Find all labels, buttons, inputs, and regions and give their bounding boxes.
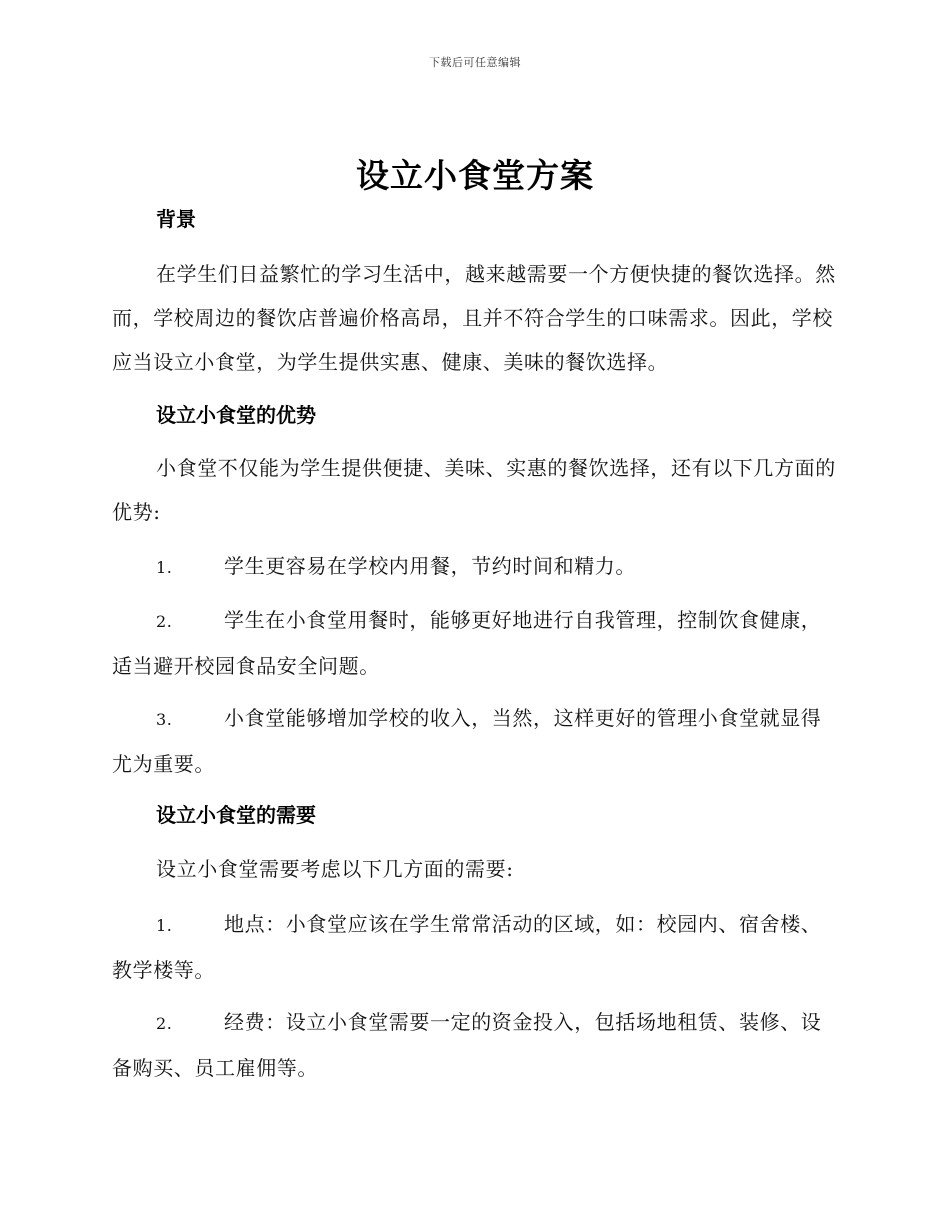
list-item	[112, 544, 836, 590]
list-number: 1.	[156, 558, 173, 577]
advantages-item-2	[112, 598, 836, 688]
advantages-intro: 小食堂不仅能为学生提供便捷、美味、实惠的餐饮选择，还有以下几方面的优势:	[112, 456, 836, 524]
needs-intro: 设立小食堂需要考虑以下几方面的需要:	[156, 857, 514, 881]
section-heading-advantages: 设立小食堂的优势	[156, 403, 316, 427]
needs-intro-block	[112, 847, 836, 891]
section-heading-background: 背景	[156, 207, 196, 231]
list-number: 2.	[156, 1014, 173, 1033]
list-number: 1.	[156, 916, 173, 935]
advantages-intro-block	[112, 446, 836, 534]
list-item-text: 地点：小食堂应该在学生常常活动的区域，如：校园内、宿舍楼、教学楼等。	[112, 912, 822, 982]
list-number: 3.	[156, 710, 173, 729]
needs-item-1	[112, 902, 836, 992]
list-item-text: 经费：设立小食堂需要一定的资金投入，包括场地租赁、装修、设备购买、员工雇佣等。	[112, 1010, 822, 1080]
list-item-text: 小食堂能够增加学校的收入，当然，这样更好的管理小食堂就显得尤为重要。	[112, 706, 822, 776]
background-paragraph-block	[112, 252, 836, 384]
advantages-item-3	[112, 696, 836, 786]
list-item	[112, 1000, 836, 1090]
list-item	[112, 598, 836, 688]
document-title: 设立小食堂方案	[356, 156, 594, 195]
needs-item-2	[112, 1000, 836, 1090]
section-heading-needs: 设立小食堂的需要	[156, 803, 316, 827]
list-number: 2.	[156, 612, 173, 631]
list-item	[112, 696, 836, 786]
advantages-item-1	[112, 544, 836, 590]
background-paragraph: 在学生们日益繁忙的学习生活中，越来越需要一个方便快捷的餐饮选择。然而，学校周边的餐饮店普遍价格高昂，且并不符合学生的口味需求。因此，学校应当设立小食堂，为学生提供实惠、健康、美味的餐饮选择。	[112, 262, 836, 374]
list-item-text: 学生更容易在学校内用餐，节约时间和精力。	[224, 554, 636, 578]
list-item-text: 学生在小食堂用餐时，能够更好地进行自我管理，控制饮食健康，适当避开校园食品安全问题。	[112, 608, 822, 678]
list-item	[112, 902, 836, 992]
page-header: 下载后可任意编辑	[429, 56, 521, 69]
